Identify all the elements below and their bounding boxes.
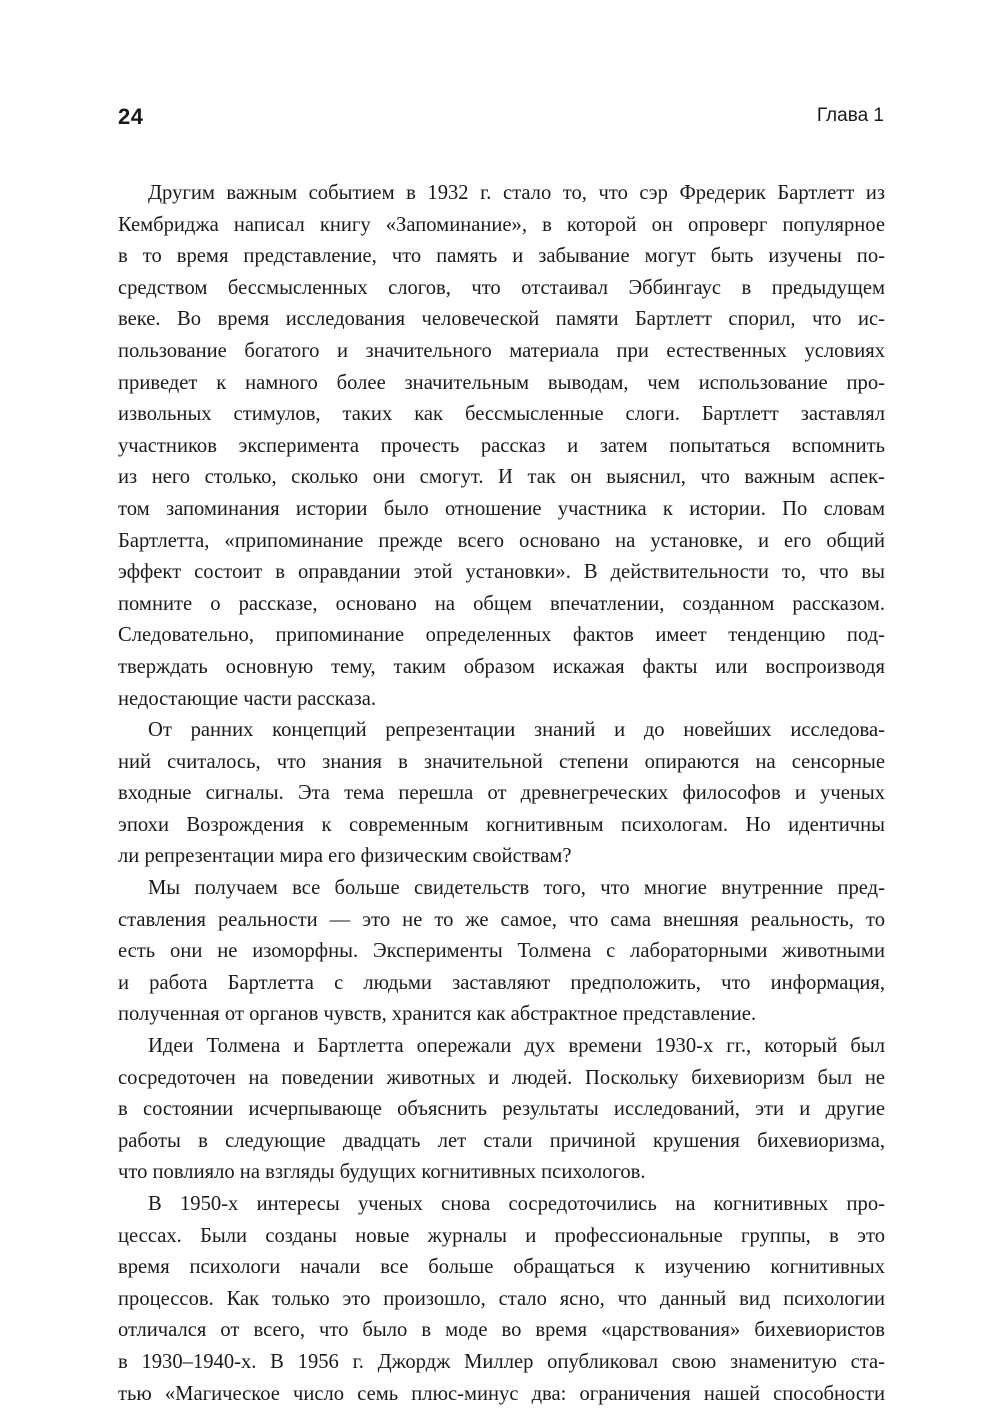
text-line: входные сигналы. Эта тема перешла от древнегреческих философов и ученых (118, 782, 885, 805)
text-line: процессов. Как только это произошло, стало ясно, что данный вид психологии (118, 1287, 885, 1310)
text-line: Идеи Толмена и Бартлетта опережали дух времени 1930-х гг., который был (148, 1035, 885, 1058)
text-line: и работа Бартлетта с людьми заставляют предположить, что информация, (118, 971, 885, 994)
text-line: что повлияло на взгляды будущих когнитивных психологов. (118, 1161, 646, 1184)
text-line: Мы получаем все больше свидетельств того, что многие внутренние пред- (148, 877, 885, 900)
body-text (118, 178, 885, 1410)
text-line: От ранних концепций репрезентации знаний и до новейших исследова- (148, 719, 885, 742)
text-line: эффект состоит в оправдании этой установки». В действительности то, что вы (118, 561, 885, 584)
text-line: эпохи Возрождения к современным когнитивным психологам. Но идентичны (118, 813, 885, 836)
paragraph (118, 178, 885, 715)
paragraph (118, 1189, 885, 1410)
text-line: в состоянии исчерпывающе объяснить результаты исследований, эти и другие (118, 1098, 885, 1121)
text-line: отличался от всего, что было в моде во время «царствования» бихевиористов (118, 1319, 885, 1342)
text-line: том запоминания истории было отношение участника к истории. По словам (118, 497, 885, 520)
text-line: Следовательно, припоминание определенных фактов имеет тенденцию под- (118, 624, 885, 647)
text-line: Бартлетта, «припоминание прежде всего основано на установке, и его общий (118, 529, 885, 552)
text-line: тью «Магическое число семь плюс-минус два: ограничения нашей способности (118, 1382, 885, 1405)
text-line: ний считалось, что знания в значительной степени опираются на сенсорные (118, 750, 885, 773)
text-line: есть они не изоморфны. Эксперименты Толмена с лабораторными животными (118, 940, 885, 963)
text-line: сосредоточен на поведении животных и людей. Поскольку бихевиоризм был не (118, 1066, 885, 1089)
text-line: В 1950-х интересы ученых снова сосредоточились на когнитивных про- (148, 1193, 885, 1215)
text-line: тверждать основную тему, таким образом искажая факты или воспроизводя (118, 655, 885, 678)
chapter-title: Глава 1 (816, 105, 884, 126)
text-line: цессах. Были созданы новые журналы и профессиональные группы, в это (118, 1224, 885, 1247)
text-line: полученная от органов чувств, хранится как абстрактное представление. (118, 1003, 757, 1026)
text-line: приведет к намного более значительным выводам, чем использование про- (118, 371, 885, 394)
text-line: ли репрезентации мира его физическим свойствам? (118, 845, 572, 868)
text-line: недостающие части рассказа. (118, 687, 377, 710)
text-line: участников эксперимента прочесть рассказ и затем попытаться вспомнить (118, 434, 885, 457)
text-line: веке. Во время исследования человеческой памяти Бартлетт спорил, что ис- (118, 308, 885, 331)
text-line: ставления реальности — это не то же самое, что сама внешняя реальность, то (118, 908, 885, 931)
text-line: пользование богатого и значительного материала при естественных условиях (118, 339, 885, 362)
text-line: помните о рассказе, основано на общем впечатлении, созданном рассказом. (118, 592, 885, 615)
text-line: в 1930–1940-х. В 1956 г. Джордж Миллер опубликовал свою знаменитую ста- (118, 1350, 885, 1373)
text-line: в то время представление, что память и забывание могут быть изучены по- (118, 245, 885, 268)
running-header (118, 104, 884, 134)
text-line: Другим важным событием в 1932 г. стало то, что сэр Фредерик Бартлетт из (148, 182, 885, 204)
text-line: извольных стимулов, таких как бессмысленные слоги. Бартлетт заставлял (118, 403, 885, 426)
text-line: из него столько, сколько они смогут. И так он выяснил, что важным аспек- (118, 466, 885, 489)
paragraph (118, 1031, 885, 1189)
text-line: время психологи начали все больше обращаться к изучению когнитивных (118, 1256, 885, 1279)
text-line: средством бессмысленных слогов, что отстаивал Эббингаус в предыдущем (118, 276, 885, 299)
text-line: Кембриджа написал книгу «Запоминание», в которой он опроверг популярное (118, 213, 885, 236)
text-line: работы в следующие двадцать лет стали причиной крушения бихевиоризма, (118, 1129, 885, 1152)
page-number: 24 (118, 104, 144, 129)
paragraph (118, 715, 885, 873)
paragraph (118, 873, 885, 1031)
